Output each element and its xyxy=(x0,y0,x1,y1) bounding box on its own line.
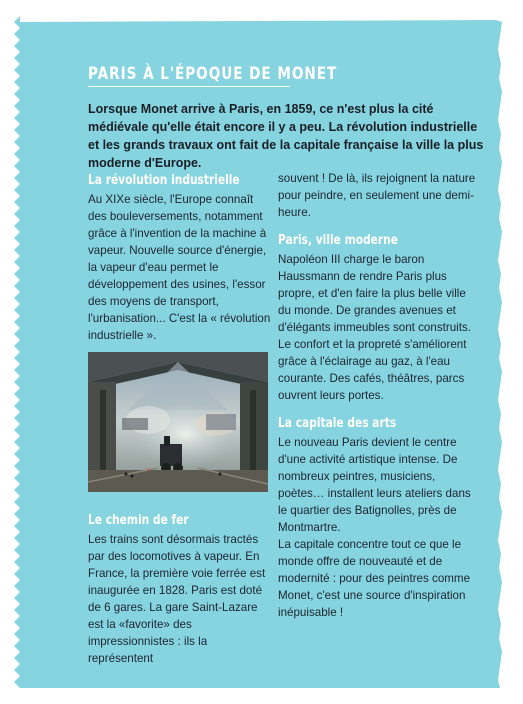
text-revolution: Au XIXe siècle, l'Europe connaît des bouleversements, notamment grâce à l'invention de la machine à vapeur. Nouvelle source d'énergie, la vapeur d'eau permet le développement des usines, l'essor des moyens de transport, l'urbanisation... C'est la « révolution industrielle ». xyxy=(88,193,271,342)
heading-paris-moderne: Paris, ville moderne xyxy=(278,233,398,248)
painting-gare-saint-lazare xyxy=(88,352,268,492)
text-chemin-de-fer: Les trains sont désormais tractés par des locomotives à vapeur. En France, la première voie ferrée est inaugurée en 1828. Paris est doté de 6 gares. La gare Saint-Lazare est la «favorite» des impressionnistes : ils la représentent xyxy=(88,533,266,665)
text-capitale-arts-1: Le nouveau Paris devient le centre d'une activité artistique intense. De nombreux peintres, musiciens, poètes… installent leurs ateliers dans le quartier des Batignolles, près de Montmartre. xyxy=(278,436,471,534)
heading-chemin-de-fer: Le chemin de fer xyxy=(88,513,189,528)
text-paris-moderne: Napoléon III charge le baron Haussmann de rendre Paris plus propre, et d'en faire la plus belle ville du monde. De grandes avenues et d'élégants immeubles sont construits. Le confort et la propreté s'améliorent grâce à l'éclairage au gaz, à l'eau courante. Des cafés, théâtres, parcs ouvrent leurs portes. xyxy=(278,253,471,402)
heading-capitale-arts: La capitale des arts xyxy=(278,416,397,431)
text-chemin-de-fer-continued: souvent ! De là, ils rejoignent la nature pour peindre, en seulement une demi-heure. xyxy=(278,172,476,219)
section-revolution xyxy=(88,172,274,344)
heading-revolution: La révolution industrielle xyxy=(88,173,240,188)
intro-paragraph: Lorsque Monet arrive à Paris, en 1859, ce n'est plus la cité médiévale qu'elle était encore il y a peu. La révolution industrielle et les grands travaux ont fait de la capitale française la ville la plus moderne d'Europe. xyxy=(88,102,484,170)
right-column xyxy=(278,170,478,621)
title-underline xyxy=(88,86,290,87)
page-title: PARIS À L'ÉPOQUE DE MONET xyxy=(88,64,338,84)
text-capitale-arts-2: La capitale concentre tout ce que le monde offre de nouveauté et de modernité : pour des peintres comme Monet, c'est une source d'inspiration inépuisable ! xyxy=(278,538,471,619)
section-chemin-de-fer xyxy=(88,512,274,667)
